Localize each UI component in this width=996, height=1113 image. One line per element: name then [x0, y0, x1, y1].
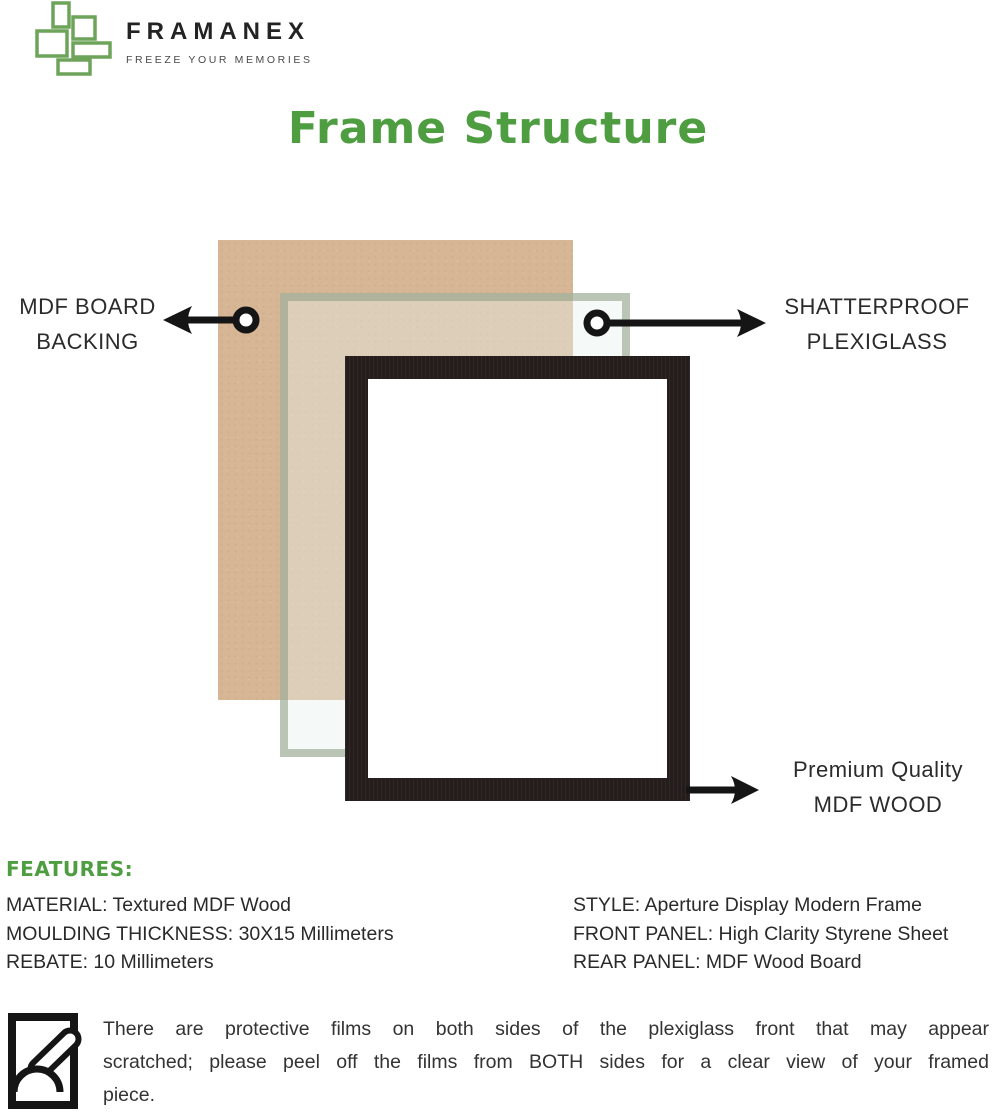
feature-item-material: MATERIAL: Textured MDF Wood	[6, 894, 292, 916]
features-column-right	[573, 891, 948, 977]
page-title: Frame Structure	[287, 103, 709, 154]
overlapping-frames-icon	[16, 0, 116, 80]
feature-item-moulding-thickness: MOULDING THICKNESS: 30X15 Millimeters	[6, 922, 394, 945]
backing-label-line1: MDF BOARD	[19, 294, 156, 319]
brand-logo	[16, 0, 313, 80]
feature-item-front-panel: FRONT PANEL: High Clarity Styrene Sheet	[573, 922, 949, 945]
note-line: There are protective films on both sides of the plexiglass front that may appear	[103, 1018, 989, 1040]
feature-item-rear-panel: REAR PANEL: MDF Wood Board	[573, 951, 862, 974]
wood-arrow	[686, 776, 759, 804]
feature-item-style: STYLE: Aperture Display Modern Frame	[573, 894, 922, 916]
wood-label-line1: Premium Quality	[792, 757, 964, 782]
wood-label-line2: MDF WOOD	[813, 792, 943, 817]
peel-film-icon	[6, 1011, 88, 1111]
note-line: piece.	[103, 1083, 156, 1106]
brand-name: FRAMANEX	[126, 18, 310, 45]
features-column-left	[6, 891, 394, 977]
note-line: scratched; please peel off the films from BOTH sides for a clear view of your framed	[103, 1050, 989, 1073]
brand-text-block	[126, 20, 313, 66]
feature-item-rebate: REBATE: 10 Millimeters	[6, 951, 214, 974]
frame-opening	[368, 379, 667, 778]
right-arrowhead-icon	[737, 309, 766, 337]
backing-label	[0, 289, 175, 359]
plexiglass-label-line1: SHATTERPROOF	[784, 294, 970, 319]
plexiglass-label	[772, 289, 982, 359]
backing-label-line2: BACKING	[36, 329, 139, 354]
features-heading: FEATURES:	[6, 857, 134, 881]
protective-film-note	[103, 1013, 989, 1111]
frame-moulding-layer	[345, 356, 690, 801]
brand-tagline: FREEZE YOUR MEMORIES	[126, 54, 313, 66]
wood-label	[772, 752, 984, 822]
plexiglass-label-line2: PLEXIGLASS	[806, 329, 948, 354]
wood-arrowhead-icon	[731, 776, 759, 804]
